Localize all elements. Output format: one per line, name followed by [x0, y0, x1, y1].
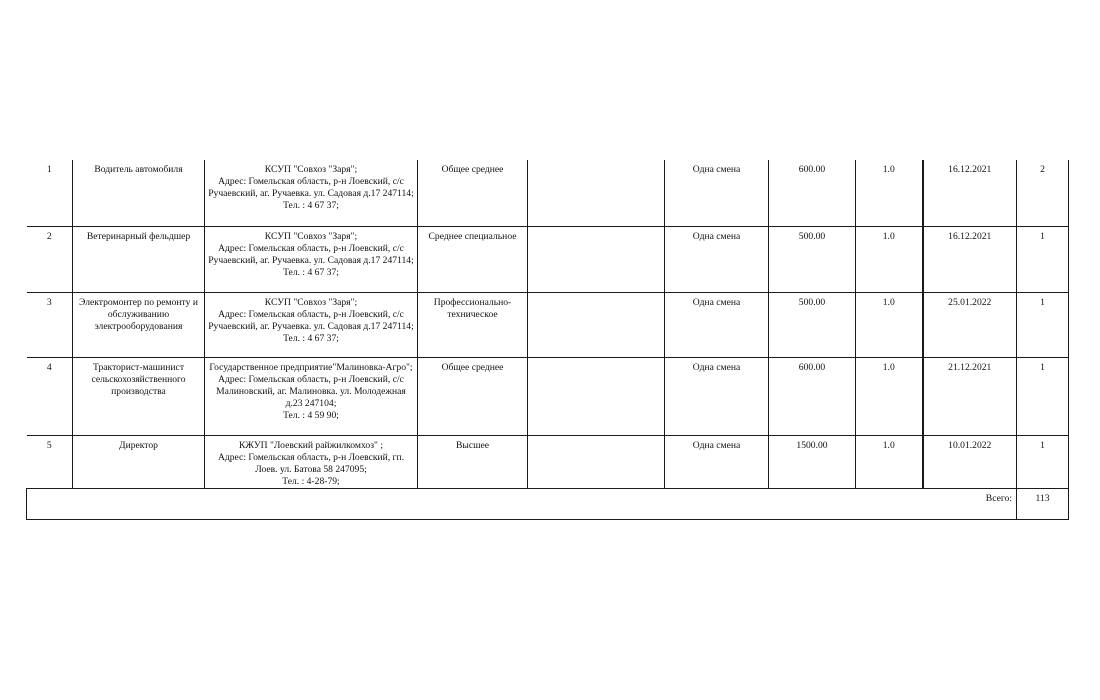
rate-cell: 1.0	[856, 160, 923, 226]
extra-info-cell	[528, 357, 665, 435]
count-cell: 2	[1017, 160, 1069, 226]
date-cell: 21.12.2021	[923, 357, 1017, 435]
salary-cell: 600.00	[769, 160, 856, 226]
extra-info-cell	[528, 160, 665, 226]
table-row	[27, 357, 1069, 435]
schedule-cell: Одна смена	[665, 226, 769, 292]
total-row	[27, 488, 1069, 519]
row-number: 2	[27, 226, 73, 292]
count-cell: 1	[1017, 292, 1069, 357]
vacancy-report	[26, 160, 1068, 520]
count-cell: 1	[1017, 435, 1069, 488]
date-cell: 25.01.2022	[923, 292, 1017, 357]
rate-cell: 1.0	[856, 292, 923, 357]
employer-cell: КСУП "Совхоз "Заря"; Адрес: Гомельская область, р-н Лоевский, с/с Ручаевский, аг. Ручаевка. ул. Садовая д.17 247114; Тел. : 4 67 37;	[205, 226, 418, 292]
table-row	[27, 160, 1069, 226]
position-cell: Электромонтер по ремонту и обслуживанию электрооборудования	[73, 292, 205, 357]
date-cell: 16.12.2021	[923, 226, 1017, 292]
schedule-cell: Одна смена	[665, 292, 769, 357]
position-cell: Директор	[73, 435, 205, 488]
table-row	[27, 292, 1069, 357]
vacancy-table	[26, 160, 1069, 520]
row-number: 5	[27, 435, 73, 488]
education-cell: Среднее специальное	[418, 226, 528, 292]
employer-cell: КЖУП "Лоевский райжилкомхоз" ; Адрес: Гомельская область, р-н Лоевский, гп. Лоев. ул. Батова 58 247095; Тел. : 4-28-79;	[205, 435, 418, 488]
salary-cell: 600.00	[769, 357, 856, 435]
date-cell: 16.12.2021	[923, 160, 1017, 226]
extra-info-cell	[528, 226, 665, 292]
salary-cell: 1500.00	[769, 435, 856, 488]
education-cell: Высшее	[418, 435, 528, 488]
schedule-cell: Одна смена	[665, 160, 769, 226]
salary-cell: 500.00	[769, 292, 856, 357]
count-cell: 1	[1017, 226, 1069, 292]
education-cell: Общее среднее	[418, 160, 528, 226]
table-row	[27, 435, 1069, 488]
row-number: 1	[27, 160, 73, 226]
count-cell: 1	[1017, 357, 1069, 435]
rate-cell: 1.0	[856, 226, 923, 292]
row-number: 4	[27, 357, 73, 435]
employer-cell: КСУП "Совхоз "Заря"; Адрес: Гомельская область, р-н Лоевский, с/с Ручаевский, аг. Ручаевка. ул. Садовая д.17 247114; Тел. : 4 67 37;	[205, 160, 418, 226]
salary-cell: 500.00	[769, 226, 856, 292]
total-value: 113	[1017, 488, 1069, 519]
total-label: Всего:	[27, 488, 1017, 519]
rate-cell: 1.0	[856, 435, 923, 488]
table-row	[27, 226, 1069, 292]
education-cell: Профессионально-техническое	[418, 292, 528, 357]
schedule-cell: Одна смена	[665, 357, 769, 435]
extra-info-cell	[528, 435, 665, 488]
date-cell: 10.01.2022	[923, 435, 1017, 488]
position-cell: Ветеринарный фельдшер	[73, 226, 205, 292]
rate-cell: 1.0	[856, 357, 923, 435]
row-number: 3	[27, 292, 73, 357]
employer-cell: Государственное предприятие"Малиновка-Агро"; Адрес: Гомельская область, р-н Лоевский, с/с Малиновский, аг. Малиновка. ул. Молодежная д.23 247104; Тел. : 4 59 90;	[205, 357, 418, 435]
position-cell: Водитель автомобиля	[73, 160, 205, 226]
extra-info-cell	[528, 292, 665, 357]
position-cell: Тракторист-машинист сельскохозяйственного производства	[73, 357, 205, 435]
education-cell: Общее среднее	[418, 357, 528, 435]
employer-cell: КСУП "Совхоз "Заря"; Адрес: Гомельская область, р-н Лоевский, с/с Ручаевский, аг. Ручаевка. ул. Садовая д.17 247114; Тел. : 4 67 37;	[205, 292, 418, 357]
schedule-cell: Одна смена	[665, 435, 769, 488]
